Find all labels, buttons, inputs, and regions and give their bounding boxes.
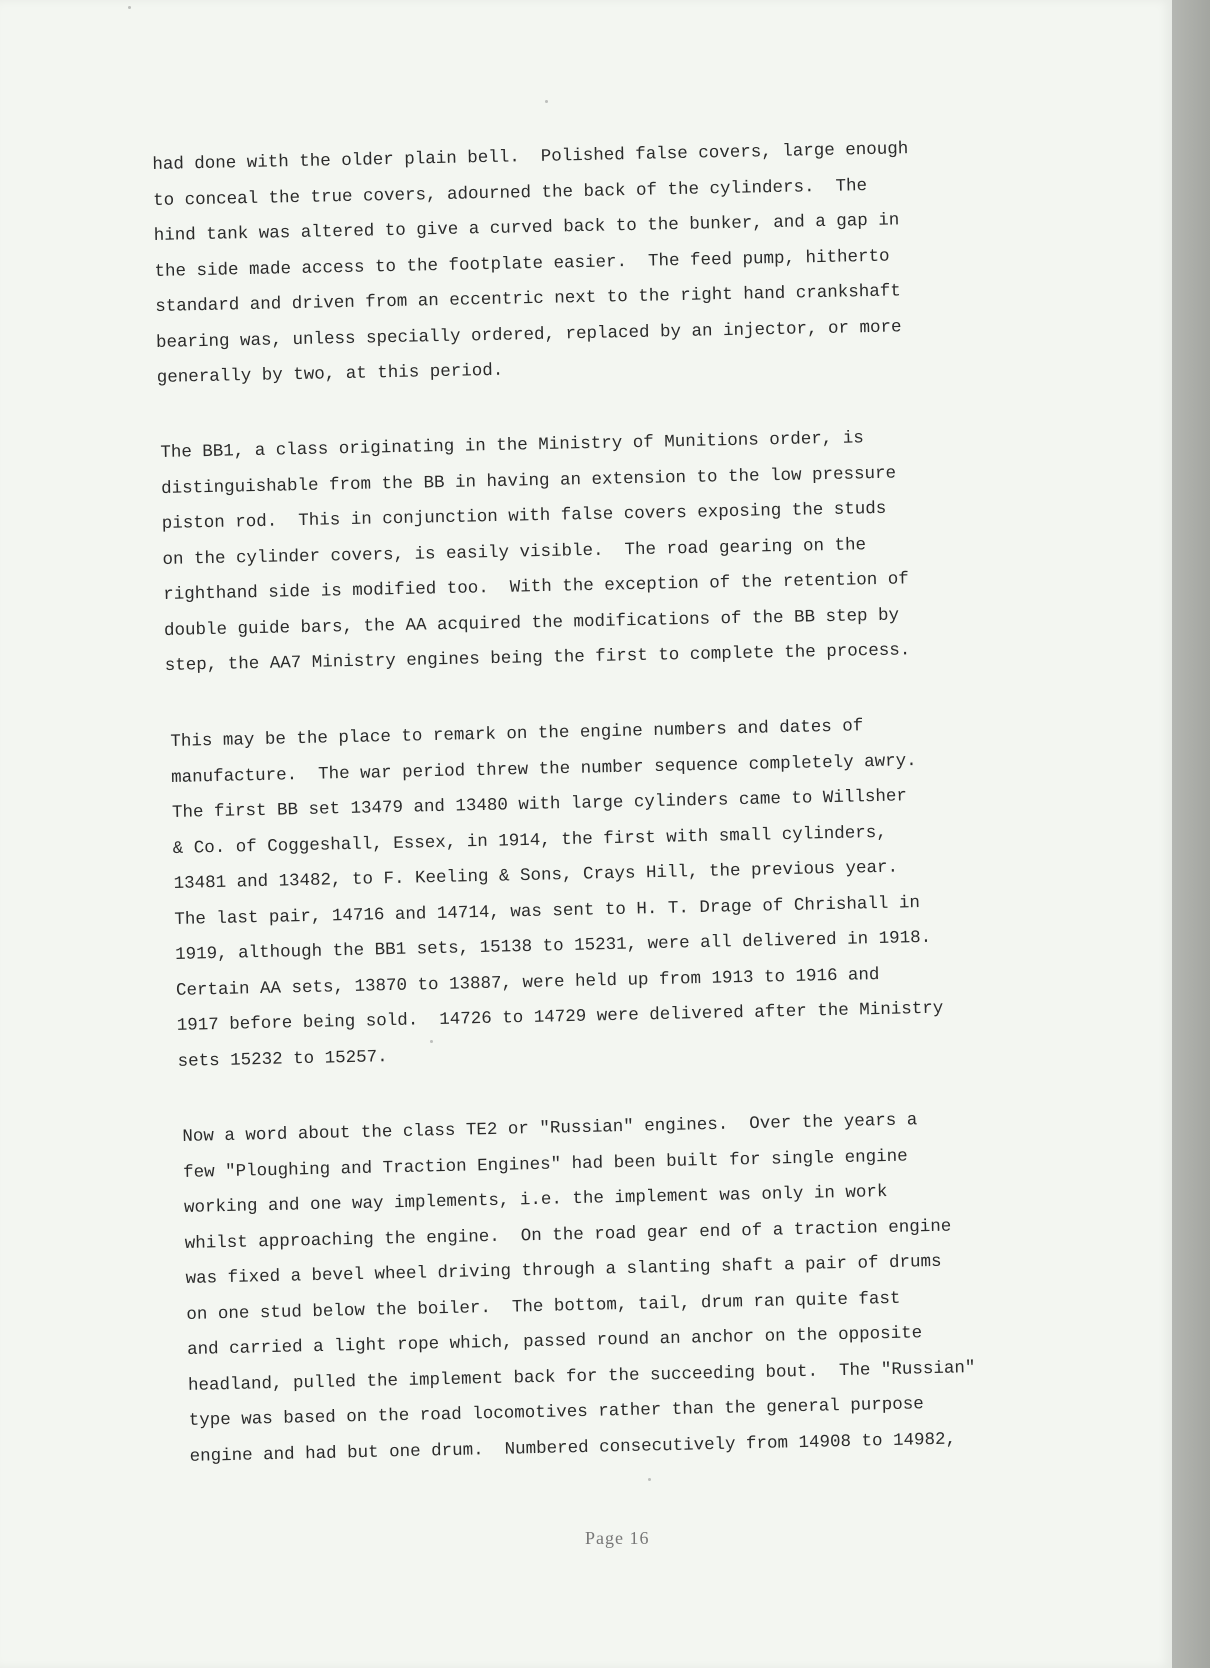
text-line: had done with the older plain bell. Polished false covers, large enough — [152, 139, 909, 175]
text-line: to conceal the true covers, adourned the back of the cylinders. The — [152, 175, 868, 211]
paper-speck — [128, 6, 131, 9]
text-line: the side made access to the footplate easier. The feed pump, hitherto — [154, 246, 890, 282]
text-line: 1919, although the BB1 sets, 15138 to 15231, were all delivered in 1918. — [174, 927, 932, 965]
text-line: Now a word about the class TE2 or "Russian" engines. Over the years a — [182, 1110, 918, 1147]
text-line: Certain AA sets, 13870 to 13887, were held up from 1913 to 1916 and — [175, 964, 880, 1001]
page-number: Page 16 — [585, 1528, 650, 1548]
paragraph-4 — [182, 1098, 1140, 1474]
paragraph-3 — [170, 703, 1128, 1079]
text-line: headland, pulled the implement back for the succeeding bout. The "Russian" — [187, 1357, 976, 1396]
text-line: standard and driven from an eccentric next to the right hand crankshaft — [155, 281, 902, 317]
text-line: and carried a light rope which, passed round an anchor on the opposite — [186, 1323, 923, 1360]
text-line: double guide bars, the AA acquired the modifications of the BB step by — [163, 605, 900, 641]
paper-speck — [545, 100, 548, 103]
text-line: hind tank was altered to give a curved back to the bunker, and a gap in — [153, 210, 900, 246]
paragraph-2 — [160, 416, 1115, 684]
text-line: righthand side is modified too. With the exception of the retention of — [163, 569, 910, 605]
page-edge-shadow — [1172, 0, 1210, 1668]
text-line: bearing was, unless specially ordered, replaced by an injector, or more — [155, 316, 902, 353]
text-line: type was based on the road locomotives rather than the general purpose — [188, 1394, 924, 1431]
text-line: on the cylinder covers, is easily visible. The road gearing on the — [162, 534, 867, 570]
text-line: manufacture. The war period threw the number sequence completely awry. — [170, 750, 917, 788]
text-line: step, the AA7 Ministry engines being the first to complete the process. — [164, 640, 911, 676]
text-line: distinguishable from the BB in having an extension to the low pressure — [160, 463, 897, 499]
text-line: was fixed a bevel wheel driving through a slanting shaft a pair of drums — [185, 1251, 942, 1289]
text-line: & Co. of Coggeshall, Essex, in 1914, the first with small cylinders, — [172, 822, 887, 859]
text-line: This may be the place to remark on the engine numbers and dates of — [170, 716, 864, 752]
text-line: whilst approaching the engine. On the road gear end of a traction engine — [184, 1216, 952, 1254]
text-line: on one stud below the boiler. The bottom, tail, drum ran quite fast — [186, 1288, 901, 1325]
text-line: few "Ploughing and Traction Engines" had been built for single engine — [182, 1146, 908, 1183]
text-line: piston rod. This in conjunction with false covers exposing the studs — [161, 498, 887, 534]
text-line: 1917 before being sold. 14726 to 14729 were delivered after the Ministry — [176, 998, 944, 1036]
text-line: 13481 and 13482, to F. Keeling & Sons, Crays Hill, the previous year. — [173, 857, 899, 894]
text-line: The last pair, 14716 and 14714, was sent to H. T. Drage of Chrishall in — [174, 892, 921, 930]
text-line: The first BB set 13479 and 13480 with large cylinders came to Willsher — [171, 786, 908, 823]
paper-speck — [648, 1478, 651, 1481]
text-line: engine and had but one drum. Numbered consecutively from 14908 to 14982, — [189, 1429, 957, 1467]
text-line: generally by two, at this period. — [156, 360, 504, 388]
text-line: The BB1, a class originating in the Ministry of Munitions order, is — [160, 428, 865, 463]
paragraph-1 — [152, 128, 1107, 396]
text-line: sets 15232 to 15257. — [177, 1046, 388, 1072]
text-line: working and one way implements, i.e. the implement was only in work — [183, 1182, 888, 1218]
